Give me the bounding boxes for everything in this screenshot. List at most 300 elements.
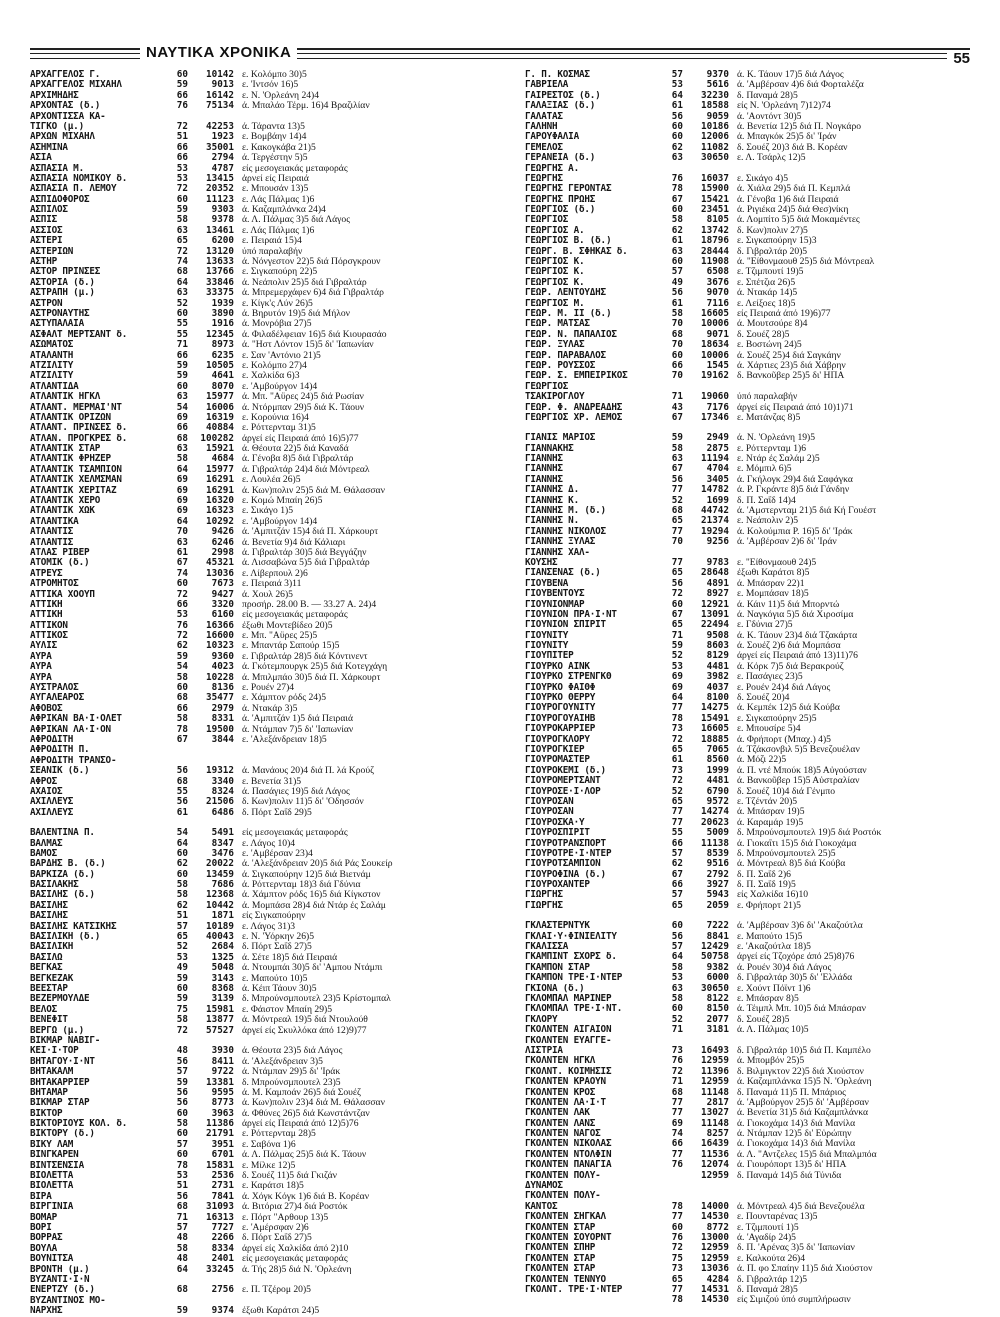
ship-name: ΑΧΑΙΟΣ bbox=[30, 786, 63, 797]
ship-name: ΚΑΝΤΟΣ bbox=[525, 1201, 558, 1212]
tonnage: 16291 bbox=[206, 484, 234, 496]
build-year: 58 bbox=[176, 713, 188, 725]
voyage-info: ε. Κίγκ'ς Λύν 26)5 bbox=[242, 297, 313, 309]
ship-name: ΒΙΡΓΙΝΙΑ bbox=[30, 1202, 74, 1213]
ship-name: ΓΚΟΛΝΤΕΝ ΗΓΚΛ bbox=[525, 1056, 596, 1067]
voyage-info: ά. Λομπίτο 5)5 διά Μοκαμέντες bbox=[737, 214, 860, 226]
ship-name: ΑΦΡΟΔΙΤΗ ΤΡΑΝΣΟ- bbox=[30, 755, 117, 766]
voyage-info: ά. Χάμπτον ρόδς 16)5 διά Κίγκστον bbox=[242, 889, 381, 901]
tonnage: 8100 bbox=[706, 692, 729, 704]
ship-name: ΓΑΙΡΕΣΤΟΣ (δ.) bbox=[525, 90, 601, 101]
voyage-info: ε. Λάγος 10)4 bbox=[242, 837, 296, 849]
voyage-info: δ. Γιβραλτάρ 10)5 διά Π. Καμπέλο bbox=[737, 1044, 871, 1056]
tonnage: 9378 bbox=[211, 214, 234, 226]
tonnage: 16600 bbox=[206, 630, 234, 642]
ship-name: ΒΥΖΑΝΤΙΝΟΣ ΜΟ- bbox=[30, 1295, 106, 1306]
ship-name: ΑΣΤΕΡΙ bbox=[30, 236, 63, 247]
tonnage: 16319 bbox=[206, 411, 234, 423]
ship-name: ΓΚΟΛΝΤΕΝ ΠΟΛΥ- bbox=[525, 1170, 601, 1181]
ship-name: ΓΕΩΡΓΙΟΣ bbox=[525, 215, 569, 226]
build-year: 60 bbox=[671, 349, 683, 361]
build-year: 66 bbox=[176, 598, 188, 610]
voyage-info: ε. Βοστώνη 24)5 bbox=[737, 339, 802, 351]
tonnage: 14000 bbox=[701, 1200, 729, 1212]
voyage-info: ά. Ντάμπαν 7)5 δι' 'Ιαπωνίαν bbox=[242, 723, 354, 735]
tonnage: 12429 bbox=[701, 941, 729, 953]
tonnage: 8368 bbox=[211, 982, 234, 994]
tonnage: 12345 bbox=[206, 328, 234, 340]
voyage-info: ε. Σιγκαπούρην 15)3 bbox=[737, 235, 817, 247]
ship-name: ΒΙΚΤΟΡΙΟΥΣ ΚΟΛ. δ. bbox=[30, 1119, 128, 1130]
build-year: 65 bbox=[671, 899, 683, 911]
build-year: 60 bbox=[176, 1107, 188, 1119]
build-year: 54 bbox=[176, 827, 188, 839]
tonnage: 7673 bbox=[211, 578, 234, 590]
voyage-info: ά. Μπάσραν 19)5 bbox=[737, 806, 805, 818]
tonnage: 45321 bbox=[206, 557, 234, 569]
build-year: 58 bbox=[176, 671, 188, 683]
voyage-info: ά. Τεργέστην 5)5 bbox=[242, 152, 308, 164]
ship-name: ΓΚΙΟΝΑ (δ.) bbox=[525, 983, 585, 994]
tonnage: 9783 bbox=[706, 556, 729, 568]
voyage-info: δ. Π. Σαΐδ 2)6 bbox=[737, 868, 791, 880]
ship-name: ΒΑΣΙΛΙΚΗ bbox=[30, 942, 74, 953]
build-year: 52 bbox=[176, 941, 188, 953]
voyage-info: δ. Μπρούνσμπουτελ 23)5 bbox=[242, 1076, 341, 1088]
voyage-info: δ. Σουέζ 28)5 bbox=[737, 328, 790, 340]
build-year: 63 bbox=[671, 453, 683, 465]
voyage-info: ά. Μανάους 20)4 διά Π. λά Κρούζ bbox=[242, 765, 375, 777]
voyage-info: άργεί είς Πειραιά άπό 16)5)77 bbox=[242, 432, 359, 444]
ship-entry bbox=[525, 413, 970, 423]
tonnage: 8841 bbox=[706, 930, 729, 942]
build-year: 53 bbox=[176, 1170, 188, 1182]
ship-name: ΓΕΩΡΓΙΟΣ Κ. bbox=[525, 257, 585, 268]
build-year: 69 bbox=[176, 484, 188, 496]
tonnage: 8539 bbox=[706, 847, 729, 859]
ship-name: ΑΣΠΙΣ bbox=[30, 215, 57, 226]
tonnage: 9070 bbox=[706, 287, 729, 299]
tonnage: 13036 bbox=[206, 567, 234, 579]
ship-name: ΓΙΟΥΡΟΓΚΛΟΡΥ bbox=[525, 734, 590, 745]
build-year: 78 bbox=[671, 712, 683, 724]
ship-name: ΓΚΟΛΝΤΕΝ ΚΡΟΣ bbox=[525, 1087, 596, 1098]
voyage-info: ά. Λ. Πάλμας 25)5 διά Κ. Τάουν bbox=[242, 1149, 367, 1161]
build-year: 70 bbox=[671, 318, 683, 330]
ship-name: ΑΤΑΛΑΝΤΗ bbox=[30, 350, 74, 361]
tonnage: 17346 bbox=[701, 411, 729, 423]
build-year: 71 bbox=[671, 391, 683, 403]
tonnage: 9374 bbox=[211, 1305, 234, 1317]
voyage-info: ά. Κόρκ 7)5 διά Βερακρούζ bbox=[737, 660, 844, 672]
build-year: 73 bbox=[671, 1044, 683, 1056]
ship-name: ΓΚΛΟΜΠΑΛ ΜΑΡΙΝΕΡ bbox=[525, 993, 612, 1004]
ship-entry bbox=[30, 766, 470, 776]
ship-name: ΓΕΩΡ. Μ. ΙΙ (δ.) bbox=[525, 308, 612, 319]
build-year: 66 bbox=[176, 349, 188, 361]
ship-name: ΑΣΠΑΣΙΑ ΝΟΜΙΚΟΥ δ. bbox=[30, 173, 128, 184]
voyage-info: ά. 'Αμβέρσαν 2)6 δι' 'Ιράν bbox=[737, 536, 837, 548]
build-year: 72 bbox=[176, 183, 188, 195]
ship-name: ΑΣΤΡΟΝΑΥΤΗΣ bbox=[30, 308, 90, 319]
tonnage: 4037 bbox=[706, 681, 729, 693]
ship-name: ΑΦΡΟΔΙΤΗ Π. bbox=[30, 745, 90, 756]
ship-name: ΓΙΟΥΡΟΚΕΜΙ (δ.) bbox=[525, 765, 606, 776]
build-year: 57 bbox=[671, 941, 683, 953]
voyage-info: ε. Μαπούτο 10)5 bbox=[242, 972, 308, 984]
tonnage: 13877 bbox=[206, 1014, 234, 1026]
ship-entry bbox=[30, 1026, 470, 1036]
ship-name: ΓΙΑΝΝΗΣ ΝΙΚΟΛΟΣ bbox=[525, 526, 606, 537]
voyage-info: ά. Ν. 'Ορλεάνη 19)5 bbox=[737, 432, 816, 444]
tonnage: 2077 bbox=[706, 1013, 729, 1025]
ship-name: ΓΙΑΝΝΗΣ bbox=[525, 454, 563, 465]
tonnage: 8773 bbox=[211, 1097, 234, 1109]
ship-name: ΑΣΣΙΟΣ bbox=[30, 225, 63, 236]
build-year: 57 bbox=[176, 1221, 188, 1233]
build-year: 76 bbox=[176, 619, 188, 631]
tonnage: 16142 bbox=[206, 89, 234, 101]
voyage-info: ά. Κέιπ Τάουν 30)5 bbox=[242, 982, 317, 994]
voyage-info: ά. Μπαλάο Τέρμ. 16)4 Βραζιλίαν bbox=[242, 100, 370, 112]
voyage-info: ά. Ντουμπάι 30)5 δι' 'Αμπου Ντάμπι bbox=[242, 962, 383, 974]
tonnage: 9595 bbox=[211, 1086, 234, 1098]
build-year: 71 bbox=[176, 339, 188, 351]
ship-name: ΑΥΣΤΡΑΛΟΣ bbox=[30, 683, 79, 694]
ship-name: ΒΙΚΥ ΛΑΜ bbox=[30, 1139, 74, 1150]
build-year: 63 bbox=[176, 224, 188, 236]
tonnage: 2684 bbox=[211, 941, 234, 953]
build-year: 59 bbox=[176, 972, 188, 984]
ship-name: ΓΕΡΑΝΕΙΑ (δ.) bbox=[525, 153, 596, 164]
ship-name: ΓΚΟΛΝΤ. ΤΡΕ·Ι·ΝΤΕΡ bbox=[525, 1284, 623, 1295]
ship-name: ΒΑΣΙΛΗΣ ΚΑΤΣΙΚΗΣ bbox=[30, 921, 117, 932]
ship-name: ΓΙΩΡΓΗΣ bbox=[525, 890, 563, 901]
tonnage: 19162 bbox=[701, 370, 729, 382]
build-year: 64 bbox=[176, 1263, 188, 1275]
voyage-info: ε. Κομώ Μπαίη 26)5 bbox=[242, 495, 323, 507]
voyage-info: ά. Σουέζ 25)4 διά Σαγκάην bbox=[737, 349, 841, 361]
build-year: 60 bbox=[671, 920, 683, 932]
voyage-info: είς Πειραιά άπό 19)6)77 bbox=[737, 307, 831, 319]
ship-name: ΑΦΡΙΚΑΝ ΒΑ·Ι·ΟΛΕΤ bbox=[30, 714, 122, 725]
build-year: 78 bbox=[176, 723, 188, 735]
build-year: 77 bbox=[671, 702, 683, 714]
build-year: 60 bbox=[671, 1003, 683, 1015]
ship-name: ΒΑΡΔΗΣ Β. (δ.) bbox=[30, 859, 106, 870]
build-year: 56 bbox=[671, 287, 683, 299]
ship-name: ΓΙΟΥΡΟΚΑΡΡΙΕΡ bbox=[525, 724, 596, 735]
tonnage: 100282 bbox=[200, 432, 234, 444]
ship-name: ΒΕΡΓΩ (μ.) bbox=[30, 1025, 84, 1036]
tonnage: 6701 bbox=[211, 1149, 234, 1161]
voyage-info: ε. Σαβόνα 1)6 bbox=[242, 1138, 296, 1150]
tonnage: 1699 bbox=[706, 494, 729, 506]
tonnage: 28648 bbox=[701, 567, 729, 579]
voyage-info: ε. Λάς Πάλμας 1)6 bbox=[242, 193, 315, 205]
tonnage: 11123 bbox=[206, 193, 234, 205]
build-year: 64 bbox=[176, 463, 188, 475]
tonnage: 8347 bbox=[211, 837, 234, 849]
tonnage: 42253 bbox=[206, 120, 234, 132]
tonnage: 2817 bbox=[706, 1096, 729, 1108]
tonnage: 9572 bbox=[706, 795, 729, 807]
tonnage: 18634 bbox=[701, 339, 729, 351]
ship-name: ΑΦΡΟΔΙΤΗ bbox=[30, 735, 74, 745]
voyage-info: ε. Πειραιά 3)11 bbox=[242, 578, 302, 590]
build-year: 58 bbox=[176, 453, 188, 465]
voyage-info: ά. Βιτόρια 27)4 διά Ροστόκ bbox=[242, 1201, 348, 1213]
ship-name: ΑΤΛΑΝΤΙΚ ΟΡΙΖΩΝ bbox=[30, 412, 111, 423]
ship-name: ΒΙΟΛΕΤΤΑ bbox=[30, 1171, 74, 1182]
tonnage: 2756 bbox=[211, 1284, 234, 1296]
ship-name: ΓΚΟΛΝΤΕΝ ΚΡΑΟΥΝ bbox=[525, 1077, 606, 1088]
build-year: 59 bbox=[671, 640, 683, 652]
build-year: 64 bbox=[671, 951, 683, 963]
ship-name: ΓΑΛΗΝΗ bbox=[525, 121, 558, 132]
voyage-info: ά. 'Αλεξάνδρειαν 20)5 διά Ράς Σουκείρ bbox=[242, 858, 393, 870]
build-year: 64 bbox=[671, 89, 683, 101]
voyage-info: ε. Τζιμπουτί 1)5 bbox=[737, 1221, 799, 1233]
build-year: 59 bbox=[671, 432, 683, 444]
voyage-info: άργεί είς Χαλκίδα άπό 2)10 bbox=[242, 1242, 349, 1254]
build-year: 53 bbox=[671, 79, 683, 91]
tonnage: 57527 bbox=[206, 1024, 234, 1036]
build-year: 53 bbox=[176, 609, 188, 621]
ship-name: ΓΙΟΥΡΟΜΕΡΤΣΑΝΤ bbox=[525, 776, 601, 787]
ship-name: ΑΣΩΜΑΤΟΣ bbox=[30, 340, 74, 351]
build-year: 59 bbox=[176, 1305, 188, 1317]
ship-name: ΑΥΡΑ bbox=[30, 672, 52, 683]
tonnage: 35477 bbox=[206, 692, 234, 704]
ship-name: ΓΙΟΥΡΚΟ ΦΑΙΘΦ bbox=[525, 682, 596, 693]
ship-name: ΓΙΑΝΝΗΣ bbox=[525, 464, 563, 475]
voyage-info: ε. Π. Τζέρομ 20)5 bbox=[242, 1284, 311, 1296]
voyage-info: ε. Σπέτζια 26)5 bbox=[737, 276, 796, 288]
voyage-info: ά. Κολούμπια Ρ. 16)5 δι' 'Ιράκ bbox=[737, 525, 853, 537]
tonnage: 19312 bbox=[206, 765, 234, 777]
ship-name: ΓΚΟΛΝΤΕΝ ΣΟΥΟΡΝΤ bbox=[525, 1232, 612, 1243]
tonnage: 7176 bbox=[706, 401, 729, 413]
tonnage: 4284 bbox=[706, 1273, 729, 1285]
tonnage: 6235 bbox=[211, 349, 234, 361]
voyage-info: ά. Ρ. Γκράντε 8)5 διά Γάνδην bbox=[737, 484, 850, 496]
voyage-info: ε. Λίβερπουλ 2)6 bbox=[242, 567, 308, 579]
build-year: 57 bbox=[671, 266, 683, 278]
ship-name: ΑΤΛΑΝΤΙΚ ΣΤΑΡ bbox=[30, 444, 101, 455]
ship-name: ΑΣΠΙΔΟΦΟΡΟΣ bbox=[30, 194, 90, 205]
ship-name: ΑΦΟΒΟΣ bbox=[30, 703, 63, 714]
voyage-info: ε. "Είθονμαουθ 24)5 bbox=[737, 556, 817, 568]
tonnage: 10186 bbox=[701, 120, 729, 132]
ship-name: Γ. Π. ΚΟΣΜΑΣ bbox=[525, 70, 590, 80]
voyage-info: ά. Ριγιέκα 24)5 διά Θεσ)νίκη bbox=[737, 204, 849, 216]
voyage-info: είς Σιμιζού ύπό συμπλήρωσιν bbox=[737, 1294, 851, 1306]
tonnage: 10006 bbox=[701, 318, 729, 330]
build-year: 76 bbox=[671, 172, 683, 184]
voyage-info: άργεί είς Τζοχόρε άπό 25)8)76 bbox=[737, 951, 855, 963]
tonnage: 8603 bbox=[706, 640, 729, 652]
tonnage: 9360 bbox=[211, 650, 234, 662]
ship-name: ΓΙΟΥΡΟΣΑΝ bbox=[525, 796, 574, 807]
ship-name: ΑΣΤΗΡ bbox=[30, 257, 57, 268]
build-year: 60 bbox=[671, 1221, 683, 1233]
voyage-info: ά. Ντόρμπαν 29)5 διά Κ. Τάουν bbox=[242, 401, 365, 413]
ship-name: ΓΕΩΡΓΗΣ Α. bbox=[525, 163, 579, 174]
voyage-info: ά. Χιάλα 29)5 διά Π. Κεμπλά bbox=[737, 183, 851, 195]
voyage-info: δ. Σουέζ 20)3 διά Β. Κορέαν bbox=[737, 141, 848, 153]
tonnage: 2536 bbox=[211, 1170, 234, 1182]
ship-name: ΓΙΩΡΓΗΣ bbox=[525, 900, 563, 911]
build-year: 71 bbox=[671, 1076, 683, 1088]
build-year: 63 bbox=[176, 287, 188, 299]
ship-name: ΑΦΡΙΚΑΝ ΛΑ·Ι·ΟΝ bbox=[30, 724, 111, 735]
ship-entry bbox=[525, 589, 970, 599]
build-year: 62 bbox=[671, 224, 683, 236]
tonnage: 15831 bbox=[206, 1159, 234, 1171]
ship-name: ΓΙΑΝΙΣ ΜΑΡΙΟΣ bbox=[525, 433, 596, 444]
build-year: 58 bbox=[671, 442, 683, 454]
ship-name: ΓΙΟΥΒΕΝΑ bbox=[525, 578, 569, 589]
ship-name: ΑΥΛΙΣ bbox=[30, 641, 57, 652]
tonnage: 3476 bbox=[211, 847, 234, 859]
tonnage: 16291 bbox=[206, 474, 234, 486]
build-year: 76 bbox=[671, 1055, 683, 1067]
voyage-info: ά. 'Αμπιτζάν 15)4 διά Π. Χάρκουρτ bbox=[242, 526, 379, 538]
tonnage: 14531 bbox=[701, 1283, 729, 1295]
tonnage: 35001 bbox=[206, 141, 234, 153]
tonnage: 9256 bbox=[706, 536, 729, 548]
build-year: 71 bbox=[176, 1211, 188, 1223]
voyage-info: ά. Μόντρεαλ 4)5 διά Βενεζουέλα bbox=[737, 1200, 865, 1212]
build-year: 60 bbox=[176, 1128, 188, 1140]
tonnage: 6790 bbox=[706, 785, 729, 797]
tonnage: 8560 bbox=[706, 754, 729, 766]
build-year: 67 bbox=[176, 557, 188, 569]
ship-name: ΒΑΡΚΙΖΑ (δ.) bbox=[30, 869, 95, 880]
voyage-info: ε. Μίλκε 12)5 bbox=[242, 1159, 296, 1171]
voyage-info: ε. Καράτσι 18)5 bbox=[242, 1180, 304, 1192]
voyage-info: ά. Γένοβα 1)6 διά Πειραιά bbox=[737, 193, 839, 205]
ship-entry bbox=[30, 340, 470, 350]
tonnage: 23451 bbox=[701, 204, 729, 216]
ship-name: ΑΤΤΙΚΟΣ bbox=[30, 631, 68, 642]
ship-name: ΛΙΣΤΡΙΑ bbox=[525, 1045, 563, 1056]
build-year: 67 bbox=[671, 463, 683, 475]
ship-name: ΑΣΤΡΟΝ bbox=[30, 298, 63, 309]
build-year: 57 bbox=[176, 920, 188, 932]
build-year: 57 bbox=[176, 1138, 188, 1150]
voyage-info: ά. Βανκοῦβερ 15)5 Αὐστραλίαν bbox=[737, 775, 860, 787]
ship-name: ΑΤΟΜΙΚ (δ.) bbox=[30, 558, 90, 569]
build-year: 72 bbox=[176, 120, 188, 132]
build-year: 68 bbox=[176, 775, 188, 787]
build-year: 56 bbox=[176, 1055, 188, 1067]
voyage-info: δ. Παναμά 11)5 Π. Μπάριος bbox=[737, 1086, 846, 1098]
tonnage: 9013 bbox=[211, 79, 234, 91]
ship-entry bbox=[525, 901, 970, 911]
voyage-info: ά. Γιβραλτάρ 30)5 διά Βεγγάζην bbox=[242, 546, 367, 558]
build-year: 56 bbox=[671, 473, 683, 485]
build-year: 58 bbox=[176, 889, 188, 901]
tonnage: 13459 bbox=[206, 868, 234, 880]
tonnage: 6000 bbox=[706, 972, 729, 984]
ship-name: ΑΡΧΙΜΗΔΗΣ bbox=[30, 90, 79, 101]
voyage-info: δ. Σουέζ 20)4 bbox=[737, 692, 790, 704]
build-year: 76 bbox=[671, 1159, 683, 1171]
build-year: 75 bbox=[176, 1003, 188, 1015]
voyage-info: ύπό παραλαβήν bbox=[242, 245, 303, 257]
ship-name: ΑΤΛΑΝΤ. ΠΡΙΝΣΕΣ δ. bbox=[30, 423, 128, 434]
ship-name: ΒΑΜΟΣ bbox=[30, 848, 57, 859]
voyage-info: ε. Λουλέα 26)5 bbox=[242, 474, 301, 486]
build-year: 60 bbox=[176, 578, 188, 590]
voyage-info: ά. Λ. Πάλμας 10)5 bbox=[737, 1024, 809, 1036]
voyage-info: ε. Ρόττερνταμ 28)5 bbox=[242, 1128, 316, 1140]
voyage-info: δ. Βιλμιγκτον 22)5 διά Χιούστον bbox=[737, 1065, 864, 1077]
tonnage: 40043 bbox=[206, 931, 234, 943]
voyage-info: ά. Μπομβόν 25)5 bbox=[737, 1055, 805, 1067]
tonnage: 3181 bbox=[706, 1024, 729, 1036]
ship-name: ΑΤΛΑΝΤΙΣ bbox=[30, 527, 74, 538]
tonnage: 11194 bbox=[701, 453, 729, 465]
build-year: 72 bbox=[671, 733, 683, 745]
build-year: 64 bbox=[176, 837, 188, 849]
ship-name: ΓΙΟΥΝΙΟΝΜΑΡ bbox=[525, 599, 585, 610]
tonnage: 11148 bbox=[701, 1117, 729, 1129]
build-year: 64 bbox=[176, 515, 188, 527]
ship-name: ΓΚΑΜΠΟΝ ΣΤΑΡ bbox=[525, 962, 590, 973]
ship-name: ΑΣΤΕΡΙΩΝ bbox=[30, 246, 74, 257]
build-year: 56 bbox=[176, 796, 188, 808]
ship-name: ΓΕΩΡΓΙΟΣ ΧΡ. ΛΕΜΟΣ bbox=[525, 412, 623, 423]
build-year: 63 bbox=[671, 152, 683, 164]
ship-name: ΓΕΩΡΓΙΟΣ Α. bbox=[525, 225, 585, 236]
tonnage: 13091 bbox=[701, 608, 729, 620]
voyage-info: έξωθι Μοντεβίδεο 20)5 bbox=[242, 619, 333, 631]
ship-list-right-column bbox=[525, 70, 970, 1306]
ship-name: ΑΣΗΜΙΝΑ bbox=[30, 142, 68, 153]
tonnage: 6160 bbox=[211, 609, 234, 621]
build-year: 63 bbox=[671, 982, 683, 994]
voyage-info: ά. Νεάπολιν 25)5 διά Γιβραλτάρ bbox=[242, 276, 367, 288]
build-year: 65 bbox=[671, 619, 683, 631]
build-year: 73 bbox=[671, 723, 683, 735]
build-year: 65 bbox=[671, 744, 683, 755]
tonnage: 40884 bbox=[206, 422, 234, 434]
ship-name: ΓΚΟΛΝΤΕΝ ΛΑΚ bbox=[525, 1108, 590, 1119]
ship-name: ΓΙΟΥΡΟΣΚΑ·Υ bbox=[525, 817, 585, 828]
ship-name: ΒΕΖΕΡΜΟΥΛΔΕ bbox=[30, 994, 90, 1005]
build-year: 70 bbox=[176, 526, 188, 538]
ship-name: ΒΕΝΕΦΙΤ bbox=[30, 1015, 68, 1026]
build-year: 60 bbox=[176, 307, 188, 319]
build-year: 68 bbox=[176, 1284, 188, 1296]
build-year: 66 bbox=[176, 702, 188, 714]
build-year: 53 bbox=[671, 972, 683, 984]
ship-name: ΑΤΛΑΝΤΙΚ ΧΕΡΙΤΑΖ bbox=[30, 485, 117, 496]
voyage-info: ά. Καζαμπλάνκα 24)4 bbox=[242, 204, 326, 216]
voyage-info: ε. Σικάγο 4)5 bbox=[737, 172, 788, 184]
tonnage: 21791 bbox=[206, 1128, 234, 1140]
voyage-info: ά. Μπιλμπάο 30)5 διά Π. Χάρκουρτ bbox=[242, 671, 381, 683]
ship-entry bbox=[30, 392, 470, 402]
ship-name: ΒΑΣΙΛΑΚΗΣ bbox=[30, 880, 79, 891]
build-year: 60 bbox=[176, 682, 188, 694]
build-year: 60 bbox=[176, 847, 188, 859]
build-year: 69 bbox=[176, 495, 188, 507]
tonnage: 14275 bbox=[701, 702, 729, 714]
